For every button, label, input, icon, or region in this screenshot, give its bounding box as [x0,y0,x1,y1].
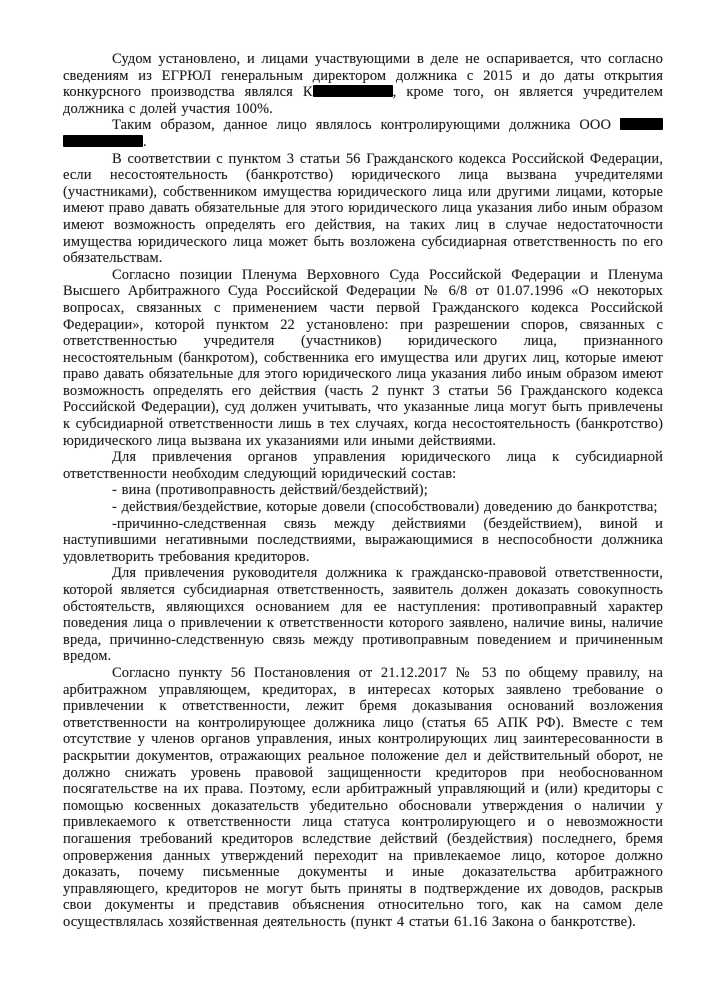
paragraph: Согласно пункту 56 Постановления от 21.12.2017 № 53 по общему правилу, на арбитражном управляющем, кредиторах, в интересах которых заявлено требование о привлечении к ответственности, лежит бремя доказывания оснований возложения ответственности на контролирующее должника лицо (статья 65 АПК РФ). Вместе с тем отсутствие у членов органов управления, иных контролирующих лиц заинтересованности в раскрытии документов, отражающих реальное положение дел и действительный оборот, не должно снижать уровень правовой защищенности кредиторов при необоснованном посягательстве на их права. Поэтому, если арбитражный управляющий и (или) кредиторы с помощью косвенных доказательств убедительно обосновали утверждения о наличии у привлекаемого к ответственности лица статуса контролирующего и о невозможности погашения требований кредиторов вследствие действий (бездействия) последнего, бремя опровержения данных утверждений переходит на привлекаемое лицо, которое должно доказать, почему письменные документы и иные доказательства арбитражного управляющего, кредиторов не могут быть приняты в подтверждение их доводов, раскрыв свои документы и представив объяснения относительно того, как на самом деле осуществлялась хозяйственная деятельность (пункт 4 статьи 61.16 Закона о банкротстве). [63,664,663,930]
paragraph: - действия/бездействие, которые довели (способствовали) доведению до банкротства; [112,499,658,516]
paragraph: В соответствии с пунктом 3 статьи 56 Гражданского кодекса Российской Федерации, если несостоятельность (банкротство) юридического лица вызвана учредителями (участниками), собственником имущества юридического лица или другими лицами, которые имеют право давать обязательные для этого юридического лица указания либо иным образом имеют возможность определять его действия, на таких лиц в случае недостаточности имущества юридического лица может быть возложена субсидиарная ответственность по его обязательствам. [63,150,663,267]
paragraph: Для привлечения руководителя должника к гражданско-правовой ответственности, которой является субсидиарная ответственность, заявитель должен доказать совокупность обстоятельств, являющихся основанием для ее наступления: противоправный характер поведения лица о привлечении к ответственности которого заявлено, наличие вины, наличие вреда, причинно-следственную связь между противоправным поведением и причиненным вредом. [63,565,663,665]
paragraph: - вина (противоправность действий/бездействий); [112,482,428,499]
paragraph: Согласно позиции Пленума Верховного Суда Российской Федерации и Пленума Высшего Арбитражного Суда Российской Федерации № 6/8 от 01.07.1996 «О некоторых вопросах, связанных с применением части первой Гражданского кодекса Российской Федерации», которой пунктом 22 установлено: при разрешении споров, связанных с ответственностью учредителя (участников) юридического лица, признанного несостоятельным (банкротом), собственника его имущества или других лиц, которые имеют право давать обязательные для этого юридического лица указания либо иным образом имеют возможность определять его действия (часть 2 пункт 3 статьи 56 Гражданского кодекса Российской Федерации), суд должен учитывать, что указанные лица могут быть привлечены к субсидиарной ответственности лишь в тех случаях, когда несостоятельность (банкротство) юридического лица вызвана их указаниями или иными действиями. [63,266,663,449]
redaction-bar [313,85,393,97]
redaction-bar [620,118,663,130]
paragraph: Таким образом, данное лицо являлось контролирующими должника ООО . [63,117,663,150]
document-body [63,51,663,930]
paragraph: -причинно-следственная связь между действиями (бездействием), виной и наступившими негативными последствиями, выражающимися в неспособности должника удовлетворить требования кредиторов. [63,515,663,565]
paragraph: Судом установлено, и лицами участвующими в деле не оспаривается, что согласно сведениям из ЕГРЮЛ генеральным директором должника с 2015 и до даты открытия конкурсного производства являлся К , кроме того, он является учредителем должника с долей участия 100%. [63,51,664,117]
redaction-bar [63,135,143,147]
paragraph: Для привлечения органов управления юридического лица к субсидиарной ответственности необходим следующий юридический состав: [63,449,663,482]
